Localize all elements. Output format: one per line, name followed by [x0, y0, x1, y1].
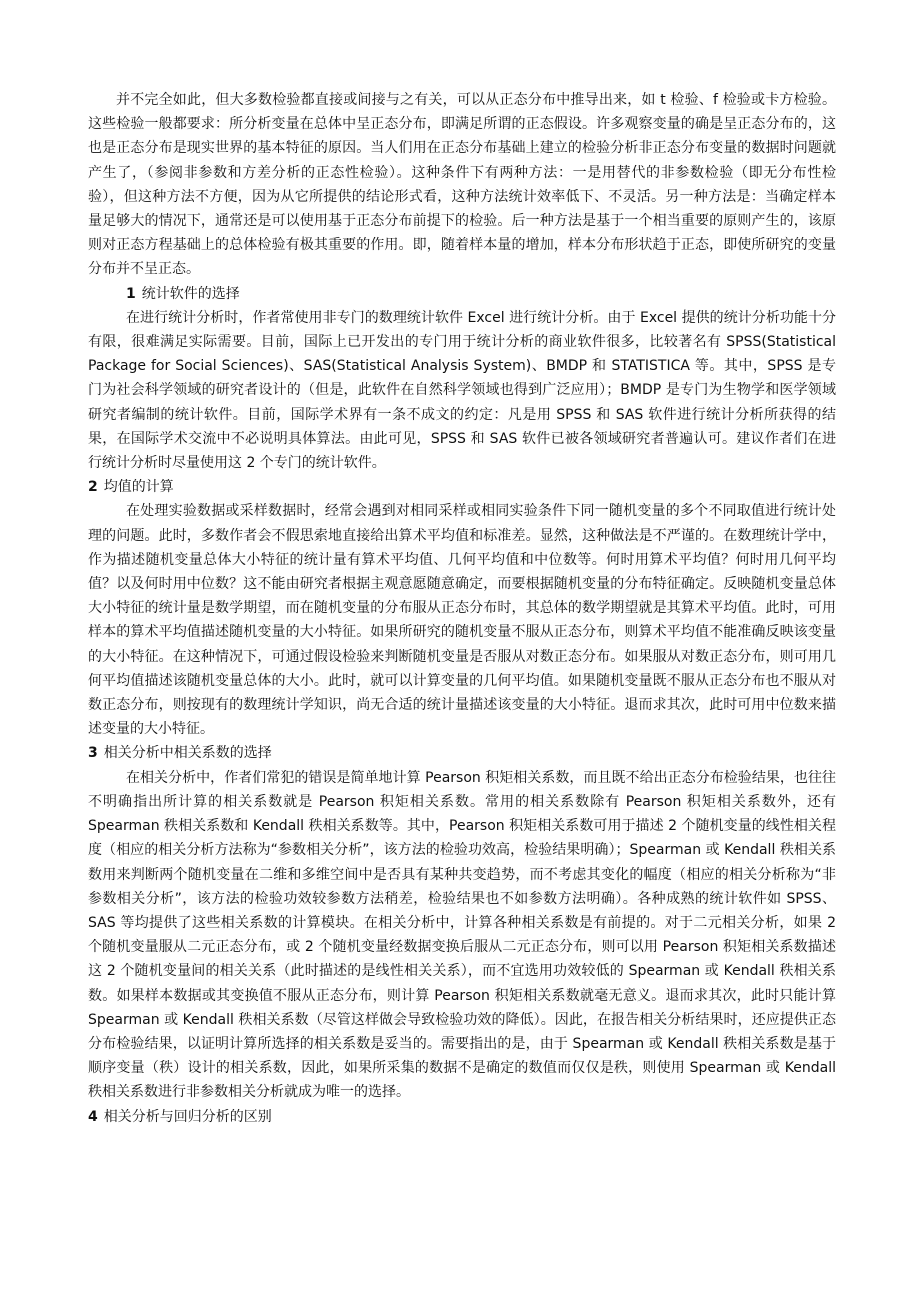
- paragraph-correlation: 在相关分析中，作者们常犯的错误是简单地计算 Pearson 积矩相关系数，而且既不给出正态分布检验结果，也往往不明确指出所计算的相关系数就是 Pearson 积矩相关系数。常用的相关系数除有 Pearson 积矩相关系数外，还有 Spearman 秩相关系数和 Kendall 秩相关系数等。其中，Pearson 积矩相关系数可用于描述 2 个随机变量的线性相关程度（相应的相关分析方法称为“参数相关分析”，该方法的检验功效高，检验结果明确）；Spearman 或 Kendall 秩相关系数用来判断两个随机变量在二维和多维空间中是否具有某种共变趋势，而不考虑其变化的幅度（相应的相关分析称为“非参数相关分析”，该方法的检验功效较参数方法稍差，检验结果也不如参数方法明确）。各种成熟的统计软件如 SPSS、SAS 等均提供了这些相关系数的计算模块。在相关分析中，计算各种相关系数是有前提的。对于二元相关分析，如果 2 个随机变量服从二元正态分布，或 2 个随机变量经数据变换后服从二元正态分布，则可以用 Pearson 积矩相关系数描述这 2 个随机变量间的相关关系（此时描述的是线性相关关系），而不宜选用功效较低的 Spearman 或 Kendall 秩相关系数。如果样本数据或其变换值不服从正态分布，则计算 Pearson 积矩相关系数就毫无意义。退而求其次，此时只能计算 Spearman 或 Kendall 秩相关系数（尽管这样做会导致检验功效的降低）。因此，在报告相关分析结果时，还应提供正态分布检验结果，以证明计算所选择的相关系数是妥当的。需要指出的是，由于 Spearman 或 Kendall 秩相关系数是基于顺序变量（秩）设计的相关系数，因此，如果所采集的数据不是确定的数值而仅仅是秩，则使用 Spearman 或 Kendall 秩相关系数进行非参数相关分析就成为唯一的选择。: [88, 769, 836, 1101]
- section-number: 3: [88, 745, 98, 762]
- section-number: 2: [88, 479, 98, 496]
- section-title: 相关分析中相关系数的选择: [103, 745, 272, 762]
- document-body: [88, 88, 836, 1129]
- section-number: 1: [126, 285, 136, 302]
- section-title: 相关分析与回归分析的区别: [103, 1108, 272, 1125]
- section-title: 均值的计算: [103, 479, 174, 496]
- section-heading-4: [88, 1105, 836, 1129]
- section-heading-3: [88, 741, 836, 765]
- section-heading-2: [88, 475, 836, 499]
- paragraph-normality-intro: 并不完全如此，但大多数检验都直接或间接与之有关，可以从正态分布中推导出来，如 t 检验、f 检验或卡方检验。这些检验一般都要求：所分析变量在总体中呈正态分布，即满足所谓的正态假设。许多观察变量的确是呈正态分布的，这也是正态分布是现实世界的基本特征的原因。当人们用在正态分布基础上建立的检验分析非正态分布变量的数据时问题就产生了，（参阅非参数和方差分析的正态性检验）。这种条件下有两种方法：一是用替代的非参数检验（即无分布性检验），但这种方法不方便，因为从它所提供的结论形式看，这种方法统计效率低下、不灵活。另一种方法是：当确定样本量足够大的情况下，通常还是可以使用基于正态分布前提下的检验。后一种方法是基于一个相当重要的原则产生的，该原则对正态方程基础上的总体检验有极其重要的作用。即，随着样本量的增加，样本分布形状趋于正态，即使所研究的变量分布并不呈正态。: [88, 92, 836, 278]
- paragraph-software: 在进行统计分析时，作者常使用非专门的数理统计软件 Excel 进行统计分析。由于 Excel 提供的统计分析功能十分有限，很难满足实际需要。目前，国际上已开发出的专门用于统计分析的商业软件很多，比较著名有 SPSS(Statistical Package for Social Sciences)、SAS(Statistical Analysis System)、BMDP 和 STATISTICA 等。其中，SPSS 是专门为社会科学领域的研究者设计的（但是，此软件在自然科学领域也得到广泛应用）；BMDP 是专门为生物学和医学领域研究者编制的统计软件。目前，国际学术界有一条不成文的约定：凡是用 SPSS 和 SAS 软件进行统计分析所获得的结果，在国际学术交流中不必说明具体算法。由此可见，SPSS 和 SAS 软件已被各领域研究者普遍认可。建议作者们在进行统计分析时尽量使用这 2 个专门的统计软件。: [88, 309, 836, 472]
- section-heading-1: [88, 282, 836, 306]
- section-number: 4: [88, 1108, 98, 1125]
- section-title: 统计软件的选择: [141, 285, 240, 302]
- paragraph-mean: 在处理实验数据或采样数据时，经常会遇到对相同采样或相同实验条件下同一随机变量的多个不同取值进行统计处理的问题。此时，多数作者会不假思索地直接给出算术平均值和标准差。显然，这种做法是不严谨的。在数理统计学中，作为描述随机变量总体大小特征的统计量有算术平均值、几何平均值和中位数等。何时用算术平均值？何时用几何平均值？以及何时用中位数？这不能由研究者根据主观意愿随意确定，而要根据随机变量的分布特征确定。反映随机变量总体大小特征的统计量是数学期望，而在随机变量的分布服从正态分布时，其总体的数学期望就是其算术平均值。此时，可用样本的算术平均值描述随机变量的大小特征。如果所研究的随机变量不服从正态分布，则算术平均值不能准确反映该变量的大小特征。在这种情况下，可通过假设检验来判断随机变量是否服从对数正态分布。如果服从对数正态分布，则可用几何平均值描述该随机变量总体的大小。此时，就可以计算变量的几何平均值。如果随机变量既不服从正态分布也不服从对数正态分布，则按现有的数理统计学知识，尚无合适的统计量描述该变量的大小特征。退而求其次，此时可用中位数来描述变量的大小特征。: [88, 503, 836, 738]
